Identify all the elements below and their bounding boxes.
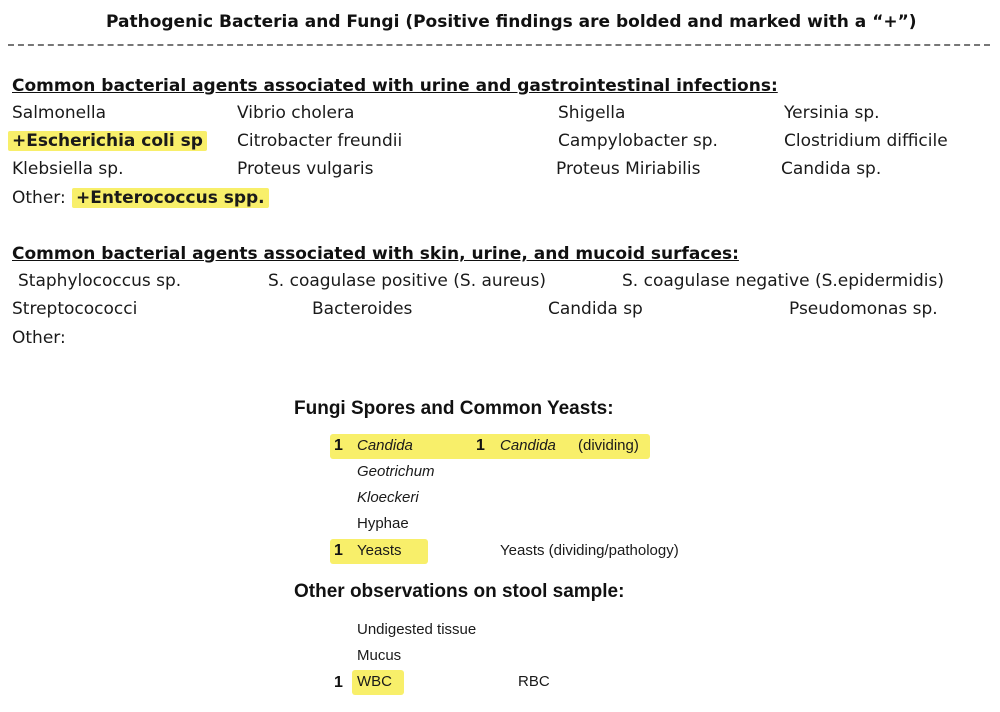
bacteria-streptococci: Streptocococci bbox=[12, 299, 138, 319]
wbc-count: 1 bbox=[334, 674, 343, 691]
stool-wbc: WBC bbox=[357, 673, 392, 690]
page-title: Pathogenic Bacteria and Fungi (Positive findings are bolded and marked with a “+”) bbox=[106, 12, 917, 32]
fungi-candida-dividing-note: (dividing) bbox=[578, 437, 639, 454]
bacteria-vibrio: Vibrio cholera bbox=[237, 103, 355, 123]
bacteria-yersinia: Yersinia sp. bbox=[784, 103, 880, 123]
bacteria-bacteroides: Bacteroides bbox=[312, 299, 413, 319]
section-skin-title: Common bacterial agents associated with skin, urine, and mucoid surfaces: bbox=[12, 244, 739, 264]
fungi-geotrichum: Geotrichum bbox=[357, 463, 435, 480]
bacteria-candida-sp: Candida sp bbox=[548, 299, 643, 319]
other-enterococcus-positive: +Enterococcus spp. bbox=[72, 188, 269, 208]
stool-title: Other observations on stool sample: bbox=[294, 581, 625, 602]
bacteria-proteus-vulgaris: Proteus vulgaris bbox=[237, 159, 374, 179]
fungi-candida-dividing: Candida bbox=[500, 437, 556, 454]
stool-rbc: RBC bbox=[518, 673, 550, 690]
other-label-gi: Other: bbox=[12, 188, 66, 208]
bacteria-s-coag-negative: S. coagulase negative (S.epidermidis) bbox=[622, 271, 944, 291]
candida-count: 1 bbox=[334, 437, 343, 454]
fungi-title: Fungi Spores and Common Yeasts: bbox=[294, 398, 614, 419]
bacteria-salmonella: Salmonella bbox=[12, 103, 106, 123]
candida-dividing-count: 1 bbox=[476, 437, 485, 454]
bacteria-proteus-mirabilis: Proteus Miriabilis bbox=[556, 159, 701, 179]
bacteria-staphylococcus: Staphylococcus sp. bbox=[18, 271, 182, 291]
bacteria-s-coag-positive: S. coagulase positive (S. aureus) bbox=[268, 271, 547, 291]
bacteria-clostridium: Clostridium difficile bbox=[784, 131, 948, 151]
other-label-skin: Other: bbox=[12, 328, 66, 348]
fungi-hyphae: Hyphae bbox=[357, 515, 409, 532]
yeasts-count: 1 bbox=[334, 542, 343, 559]
fungi-kloeckeri: Kloeckeri bbox=[357, 489, 419, 506]
stool-undigested-tissue: Undigested tissue bbox=[357, 621, 477, 638]
stool-mucus: Mucus bbox=[357, 647, 402, 664]
bacteria-ecoli-positive: +Escherichia coli sp bbox=[8, 131, 207, 151]
bacteria-shigella: Shigella bbox=[558, 103, 626, 123]
fungi-yeasts: Yeasts bbox=[357, 542, 402, 559]
fungi-yeasts-dividing: Yeasts (dividing/pathology) bbox=[500, 542, 679, 559]
bacteria-citrobacter: Citrobacter freundii bbox=[237, 131, 403, 151]
fungi-candida: Candida bbox=[357, 437, 413, 454]
bacteria-candida: Candida sp. bbox=[781, 159, 882, 179]
bacteria-klebsiella: Klebsiella sp. bbox=[12, 159, 124, 179]
bacteria-pseudomonas: Pseudomonas sp. bbox=[789, 299, 938, 319]
section-gi-title: Common bacterial agents associated with urine and gastrointestinal infections: bbox=[12, 76, 778, 96]
bacteria-campylobacter: Campylobacter sp. bbox=[558, 131, 718, 151]
